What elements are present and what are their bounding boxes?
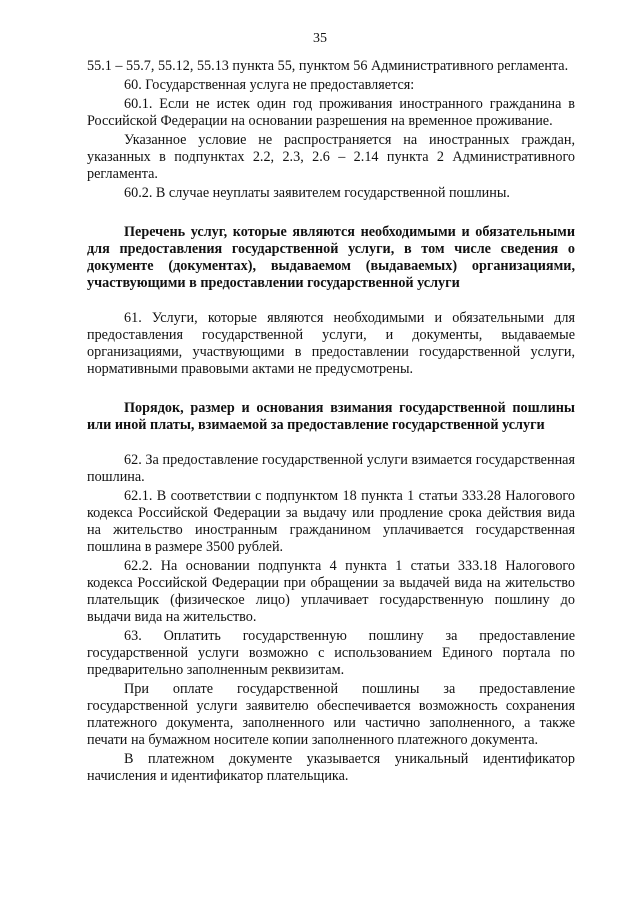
paragraph-60-2: 60.2. В случае неуплаты заявителем государственной пошлины.	[124, 185, 510, 201]
paragraph-63-identifier: В платежном документе указывается уникальный идентификатор начисления и идентификатор плательщика.	[87, 751, 575, 784]
paragraph-60: 60. Государственная услуга не предоставляется:	[124, 77, 415, 93]
paragraph-62-1: 62.1. В соответствии с подпунктом 18 пункта 1 статьи 333.28 Налогового кодекса Российской Федерации за выдачу или продление срока действия вида на жительство иностранным гражданином уплачивается государственная пошлина в размере 3500 рублей.	[87, 488, 575, 555]
paragraph-61: 61. Услуги, которые являются необходимыми и обязательными для предоставления государственной услуги, и документы, выдаваемые организациями, участвующими в предоставлении государственной услуги, нормативными правовыми актами не предусмотрены.	[87, 310, 575, 377]
document-body	[87, 58, 575, 785]
paragraph-60-1: 60.1. Если не истек один год проживания иностранного гражданина в Российской Федерации на основании разрешения на временное проживание.	[87, 96, 575, 129]
paragraph-62: 62. За предоставление государственной услуги взимается государственная пошлина.	[87, 452, 575, 485]
paragraph-63-save: При оплате государственной пошлины за предоставление государственной услуги заявителю обеспечивается возможность сохранения платежного документа, заполненного или частично заполненного, а также печати на бумажном носителе копии заполненного платежного документа.	[87, 681, 575, 748]
paragraph-63: 63. Оплатить государственную пошлину за предоставление государственной услуги возможно с использованием Единого портала по предварительно заполненным реквизитам.	[87, 628, 575, 678]
section-heading-services: Перечень услуг, которые являются необходимыми и обязательными для предоставления государственной услуги, в том числе сведения о документе (документах), выдаваемом (выдаваемых) организациями, участвующими в предоставлении государственной услуги	[87, 224, 575, 291]
page-number: 35	[313, 31, 327, 46]
paragraph-continuation: 55.1 – 55.7, 55.12, 55.13 пункта 55, пунктом 56 Административного регламента.	[87, 58, 569, 74]
section-heading-fee: Порядок, размер и основания взимания государственной пошлины или иной платы, взимаемой за предоставление государственной услуги	[87, 400, 575, 433]
paragraph-60-1-condition: Указанное условие не распространяется на иностранных граждан, указанных в подпунктах 2.2, 2.3, 2.6 – 2.14 пункта 2 Административного регламента.	[87, 132, 575, 182]
paragraph-62-2: 62.2. На основании подпункта 4 пункта 1 статьи 333.18 Налогового кодекса Российской Федерации при обращении за выдачей вида на жительство плательщик (физическое лицо) уплачивает государственную пошлину до выдачи вида на жительство.	[87, 558, 575, 625]
